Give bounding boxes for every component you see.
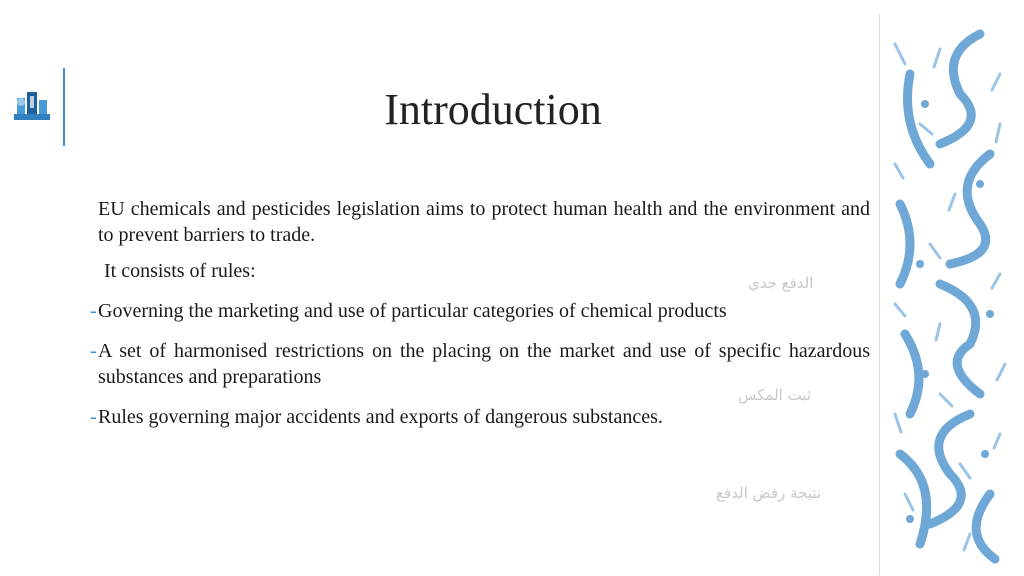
bullet-dash: - xyxy=(90,340,97,362)
watermark-text: نتيجة رفض الدفع xyxy=(716,484,822,502)
rules-lead: It consists of rules: xyxy=(104,260,256,282)
bullet-item xyxy=(90,298,870,324)
logo-divider xyxy=(63,68,65,146)
bullet-text: Rules governing major accidents and exports of dangerous substances. xyxy=(98,406,663,428)
university-logo-icon xyxy=(12,88,52,124)
calligraphy-decoration-icon xyxy=(880,14,1020,575)
calligraphy-panel xyxy=(879,14,1020,575)
slide-title: Introduction xyxy=(384,85,602,134)
intro-paragraph: EU chemicals and pesticides legislation aims to protect human health and the environment and to prevent barriers to trade. xyxy=(98,198,870,246)
bullet-text: Governing the marketing and use of particular categories of chemical products xyxy=(98,300,727,322)
bullet-item xyxy=(90,404,870,430)
slide-body xyxy=(90,196,870,444)
watermark-text: الدفع جدي xyxy=(748,274,814,292)
watermark-text: ثبت المكس xyxy=(738,386,812,404)
bullet-item xyxy=(90,338,870,390)
bullet-dash: - xyxy=(90,300,97,322)
bullet-text: A set of harmonised restrictions on the placing on the market and use of specific hazardous substances and preparations xyxy=(98,340,870,388)
bullet-dash: - xyxy=(90,406,97,428)
